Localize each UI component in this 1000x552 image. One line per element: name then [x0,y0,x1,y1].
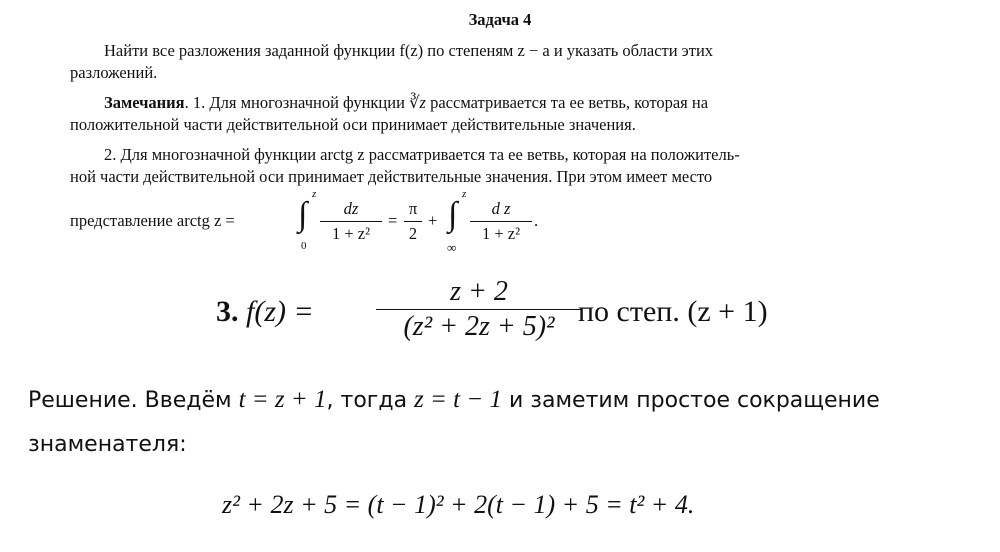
plus-sign: + [428,211,438,230]
integral-1-upper: z [312,188,317,200]
integral-2-lower: ∞ [447,240,457,255]
pi-over-2 [404,198,422,245]
solution-text-c: и заметим простое сокращение [508,388,880,413]
integral-2-sign: ∫ [448,196,458,233]
fraction-1-numerator: dz [343,199,359,218]
pi-denominator: 2 [408,224,418,243]
integral-1-sign: ∫ [298,196,308,233]
problem-line-1: Найти все разложения заданной функции f(z) по степеням z − a и указать области этих [104,41,714,60]
fraction-1-denominator: 1 + z² [331,224,371,243]
remark-2-line-2: ной части действительной оси принимает действительные значения. При этом имеет место [70,167,713,186]
remark-2-line-1: 2. Для многозначной функции arctg z рассматривается та ее ветвь, которая на положитель- [104,145,740,164]
fraction-2-denominator: 1 + z² [481,224,521,243]
solution-line-1 [28,386,880,414]
solution-line-2: знаменателя: [28,432,187,457]
task-3-denominator: (z² + 2z + 5)² [403,311,555,342]
remark-1-line-2: положительной части действительной оси принимает действительные значения. [70,115,636,134]
solution-math-1: t = z + 1 [238,386,327,413]
remark-1-text-b: рассматривается та ее ветвь, которая на [430,93,709,112]
integral-2-upper: z [462,188,467,200]
task-3-numerator: z + 2 [450,276,508,307]
solution-text-a: Решение. Введём [28,388,232,413]
remark-1-text-a: . 1. Для многозначной функции [184,93,405,112]
task-3-lhs: f(z) = [246,295,314,328]
task-3-formula [216,295,314,329]
solution-equation: z² + 2z + 5 = (t − 1)² + 2(t − 1) + 5 = t² + 4. [222,490,695,519]
solution-text-b: , тогда [326,388,408,413]
pi-numerator: π [408,199,418,218]
task-3-rhs: по степ. (z + 1) [578,295,768,328]
fraction-2 [470,198,532,245]
task-3-fraction [376,276,582,343]
fraction-2-numerator: d z [491,199,511,218]
problem-line-2: разложений. [70,63,158,82]
fraction-1 [320,198,382,245]
solution-math-2: z = t − 1 [414,386,502,413]
cube-root-z: ∛z [409,93,426,112]
end-dot: . [534,211,539,230]
task-title: Задача 4 [468,10,532,29]
remark-1-line-1 [104,92,708,114]
equals-sign: = [388,211,398,230]
representation-text: представление arctg z = [70,211,235,230]
remarks-label: Замечания [104,93,185,112]
task-3-number: 3. [216,295,239,328]
integral-1-lower: 0 [301,240,307,252]
